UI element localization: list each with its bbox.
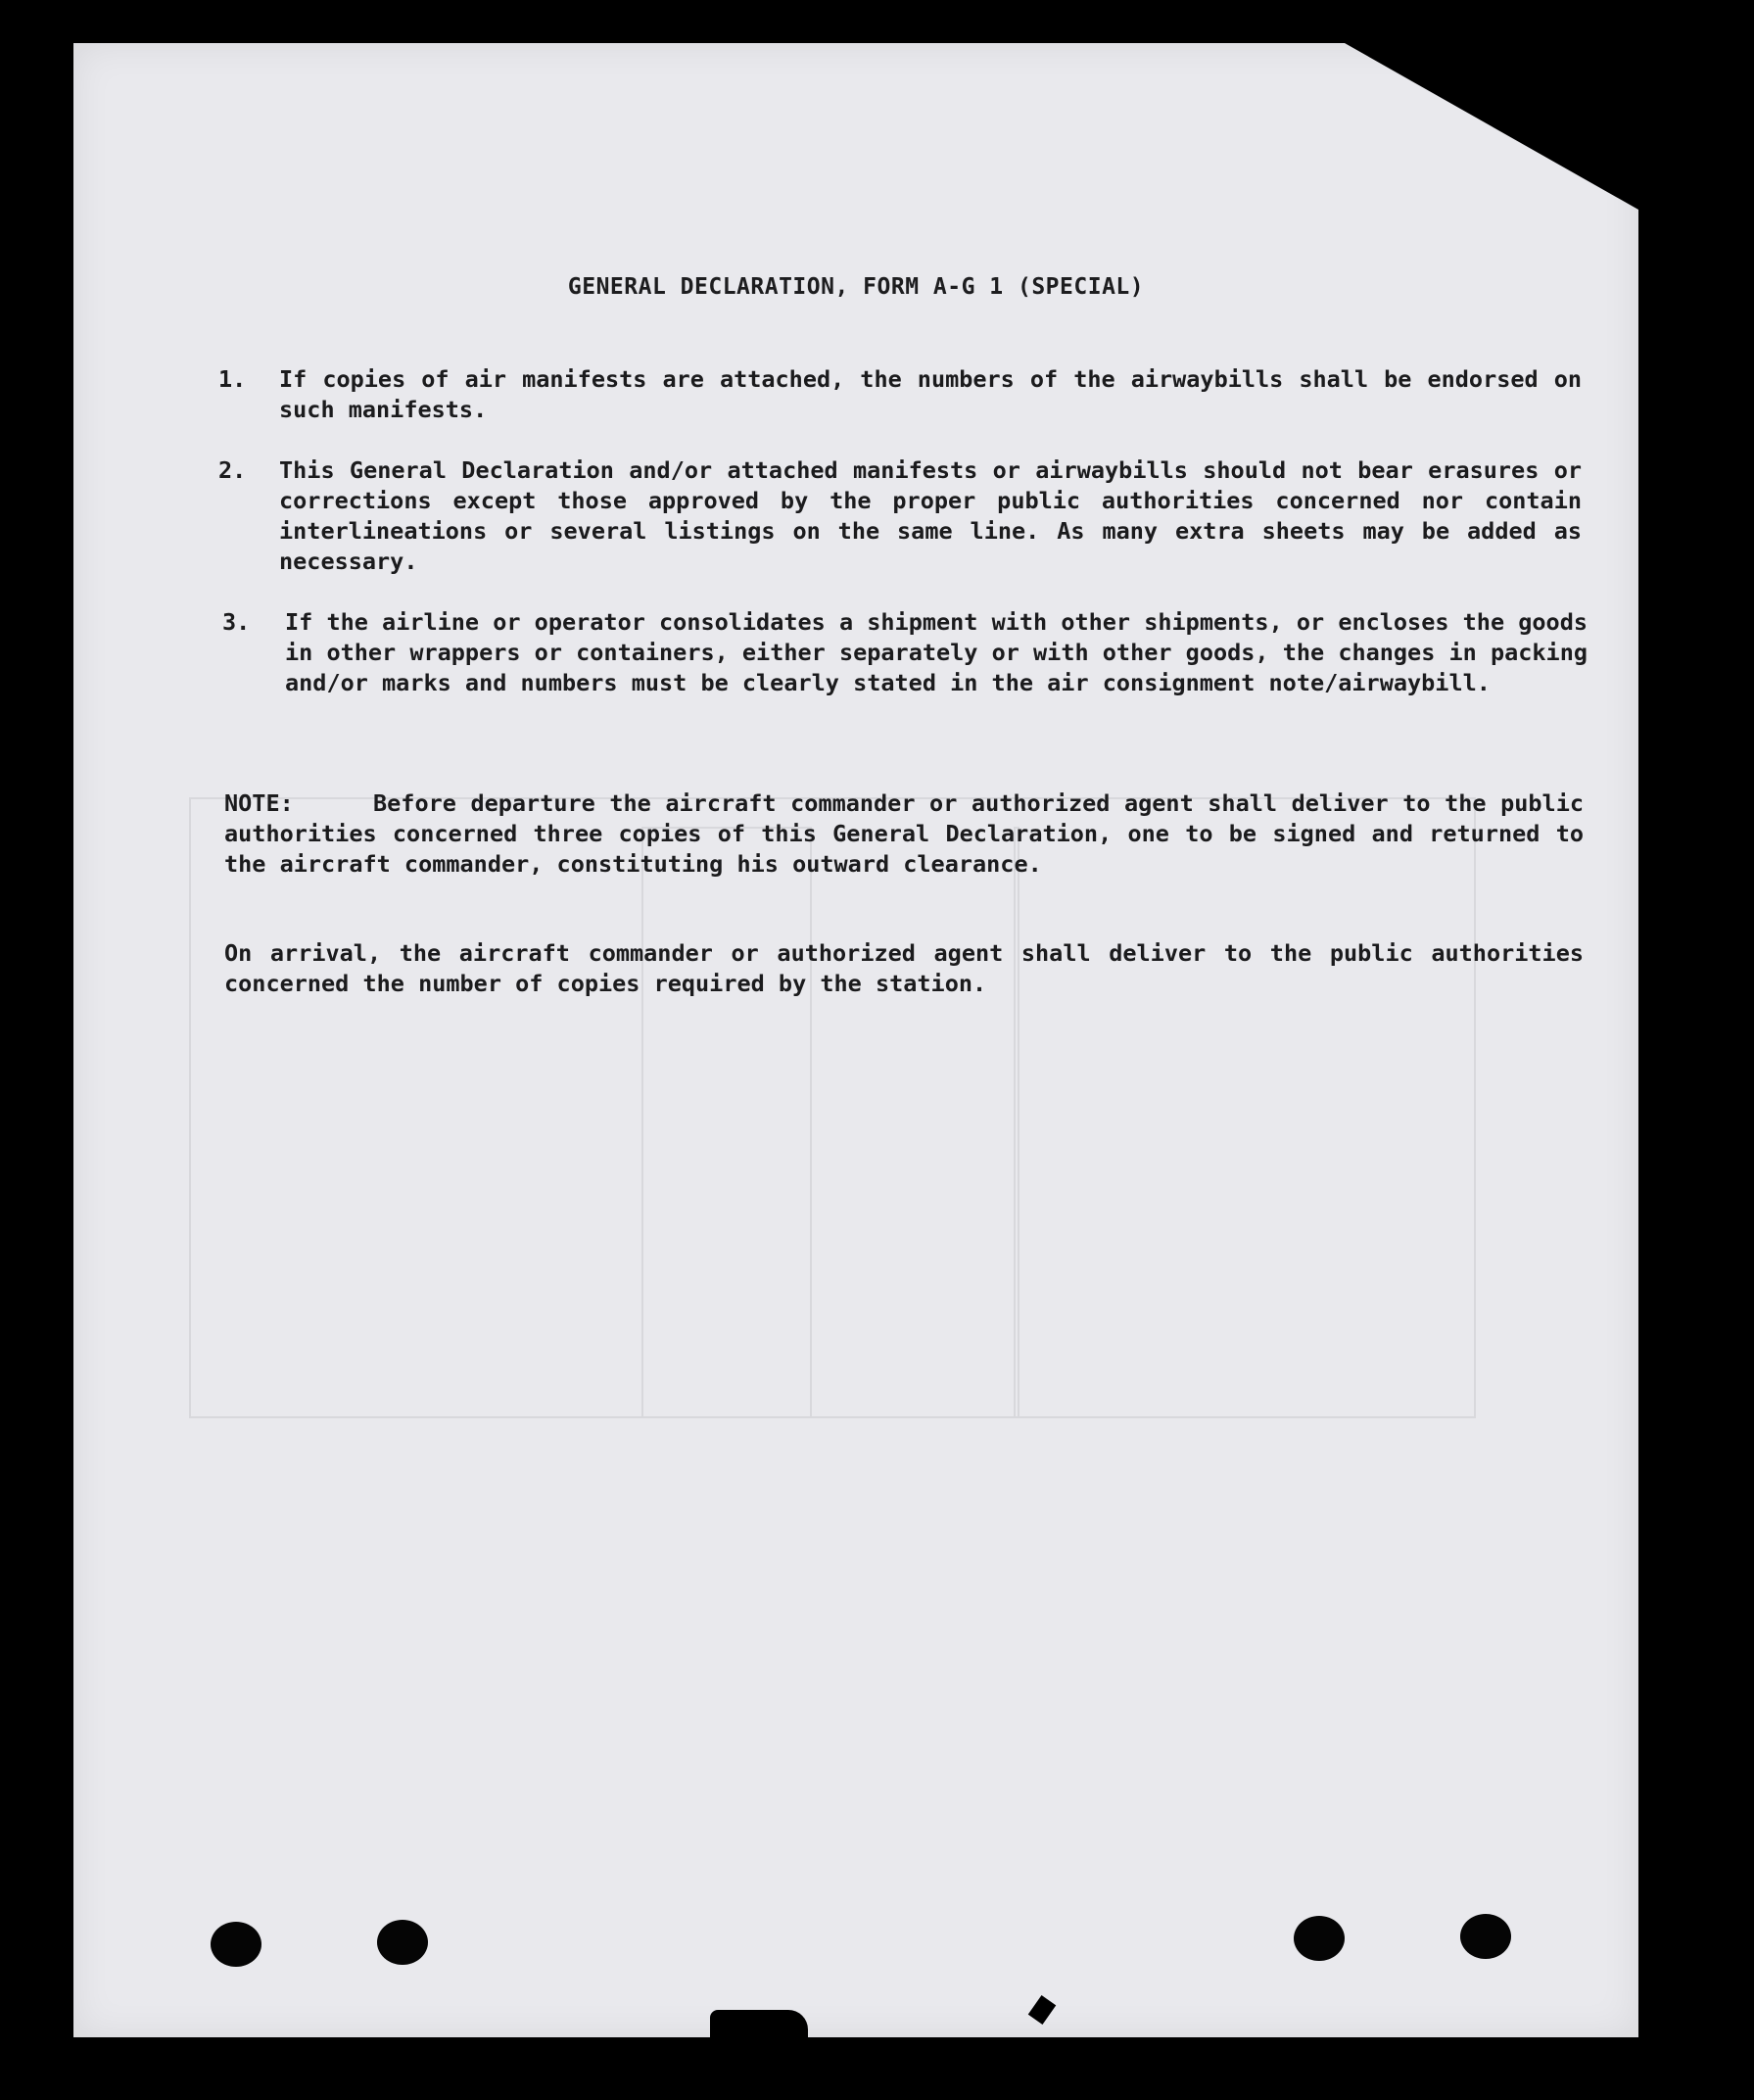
item-text: If the airline or operator consolidates a shipment with other shipments, or encloses the goods in other wrappers or containers, either separately or with other goods, the changes in packing and/or marks and numbers must be clearly stated in the air consignment note/airwaybill. [285,608,1588,696]
note-text: Before departure the aircraft commander or authorized agent shall deliver to the public authorities concerned three copies of this General Declaration, one to be signed and returned to the aircraft commander, constituting his outward clearance. [224,789,1584,878]
item-number: 1. [218,365,247,393]
arrival-paragraph: On arrival, the aircraft commander or authorized agent shall deliver to the public authorities concerned the number of copies required by the station. [224,939,1584,997]
item-number: 3. [222,608,251,636]
document-page [73,43,1638,2037]
torn-edge [710,2010,808,2037]
page-title: GENERAL DECLARATION, FORM A-G 1 (SPECIAL) [567,274,1145,300]
note-paragraph [224,788,1584,880]
note-label: NOTE: [224,789,294,817]
folded-corner [1345,43,1638,210]
punch-hole [377,1920,428,1965]
torn-edge [1028,1995,1057,2025]
bleed-through-table [189,797,1476,1418]
item-number: 2. [218,456,247,484]
punch-hole [1460,1914,1511,1959]
punch-hole [1294,1916,1345,1961]
item-text: If copies of air manifests are attached, the numbers of the airwaybills shall be endorsed on such manifests. [279,365,1582,423]
punch-hole [211,1922,261,1967]
bleed-through-column [641,827,812,1418]
item-text: This General Declaration and/or attached manifests or airwaybills should not bear erasures or corrections except those approved by the proper public authorities concerned nor contain interlineations or several listings on the same line. As many extra sheets may be added as necessary. [279,456,1582,575]
bleed-through-column [1014,827,1019,1418]
